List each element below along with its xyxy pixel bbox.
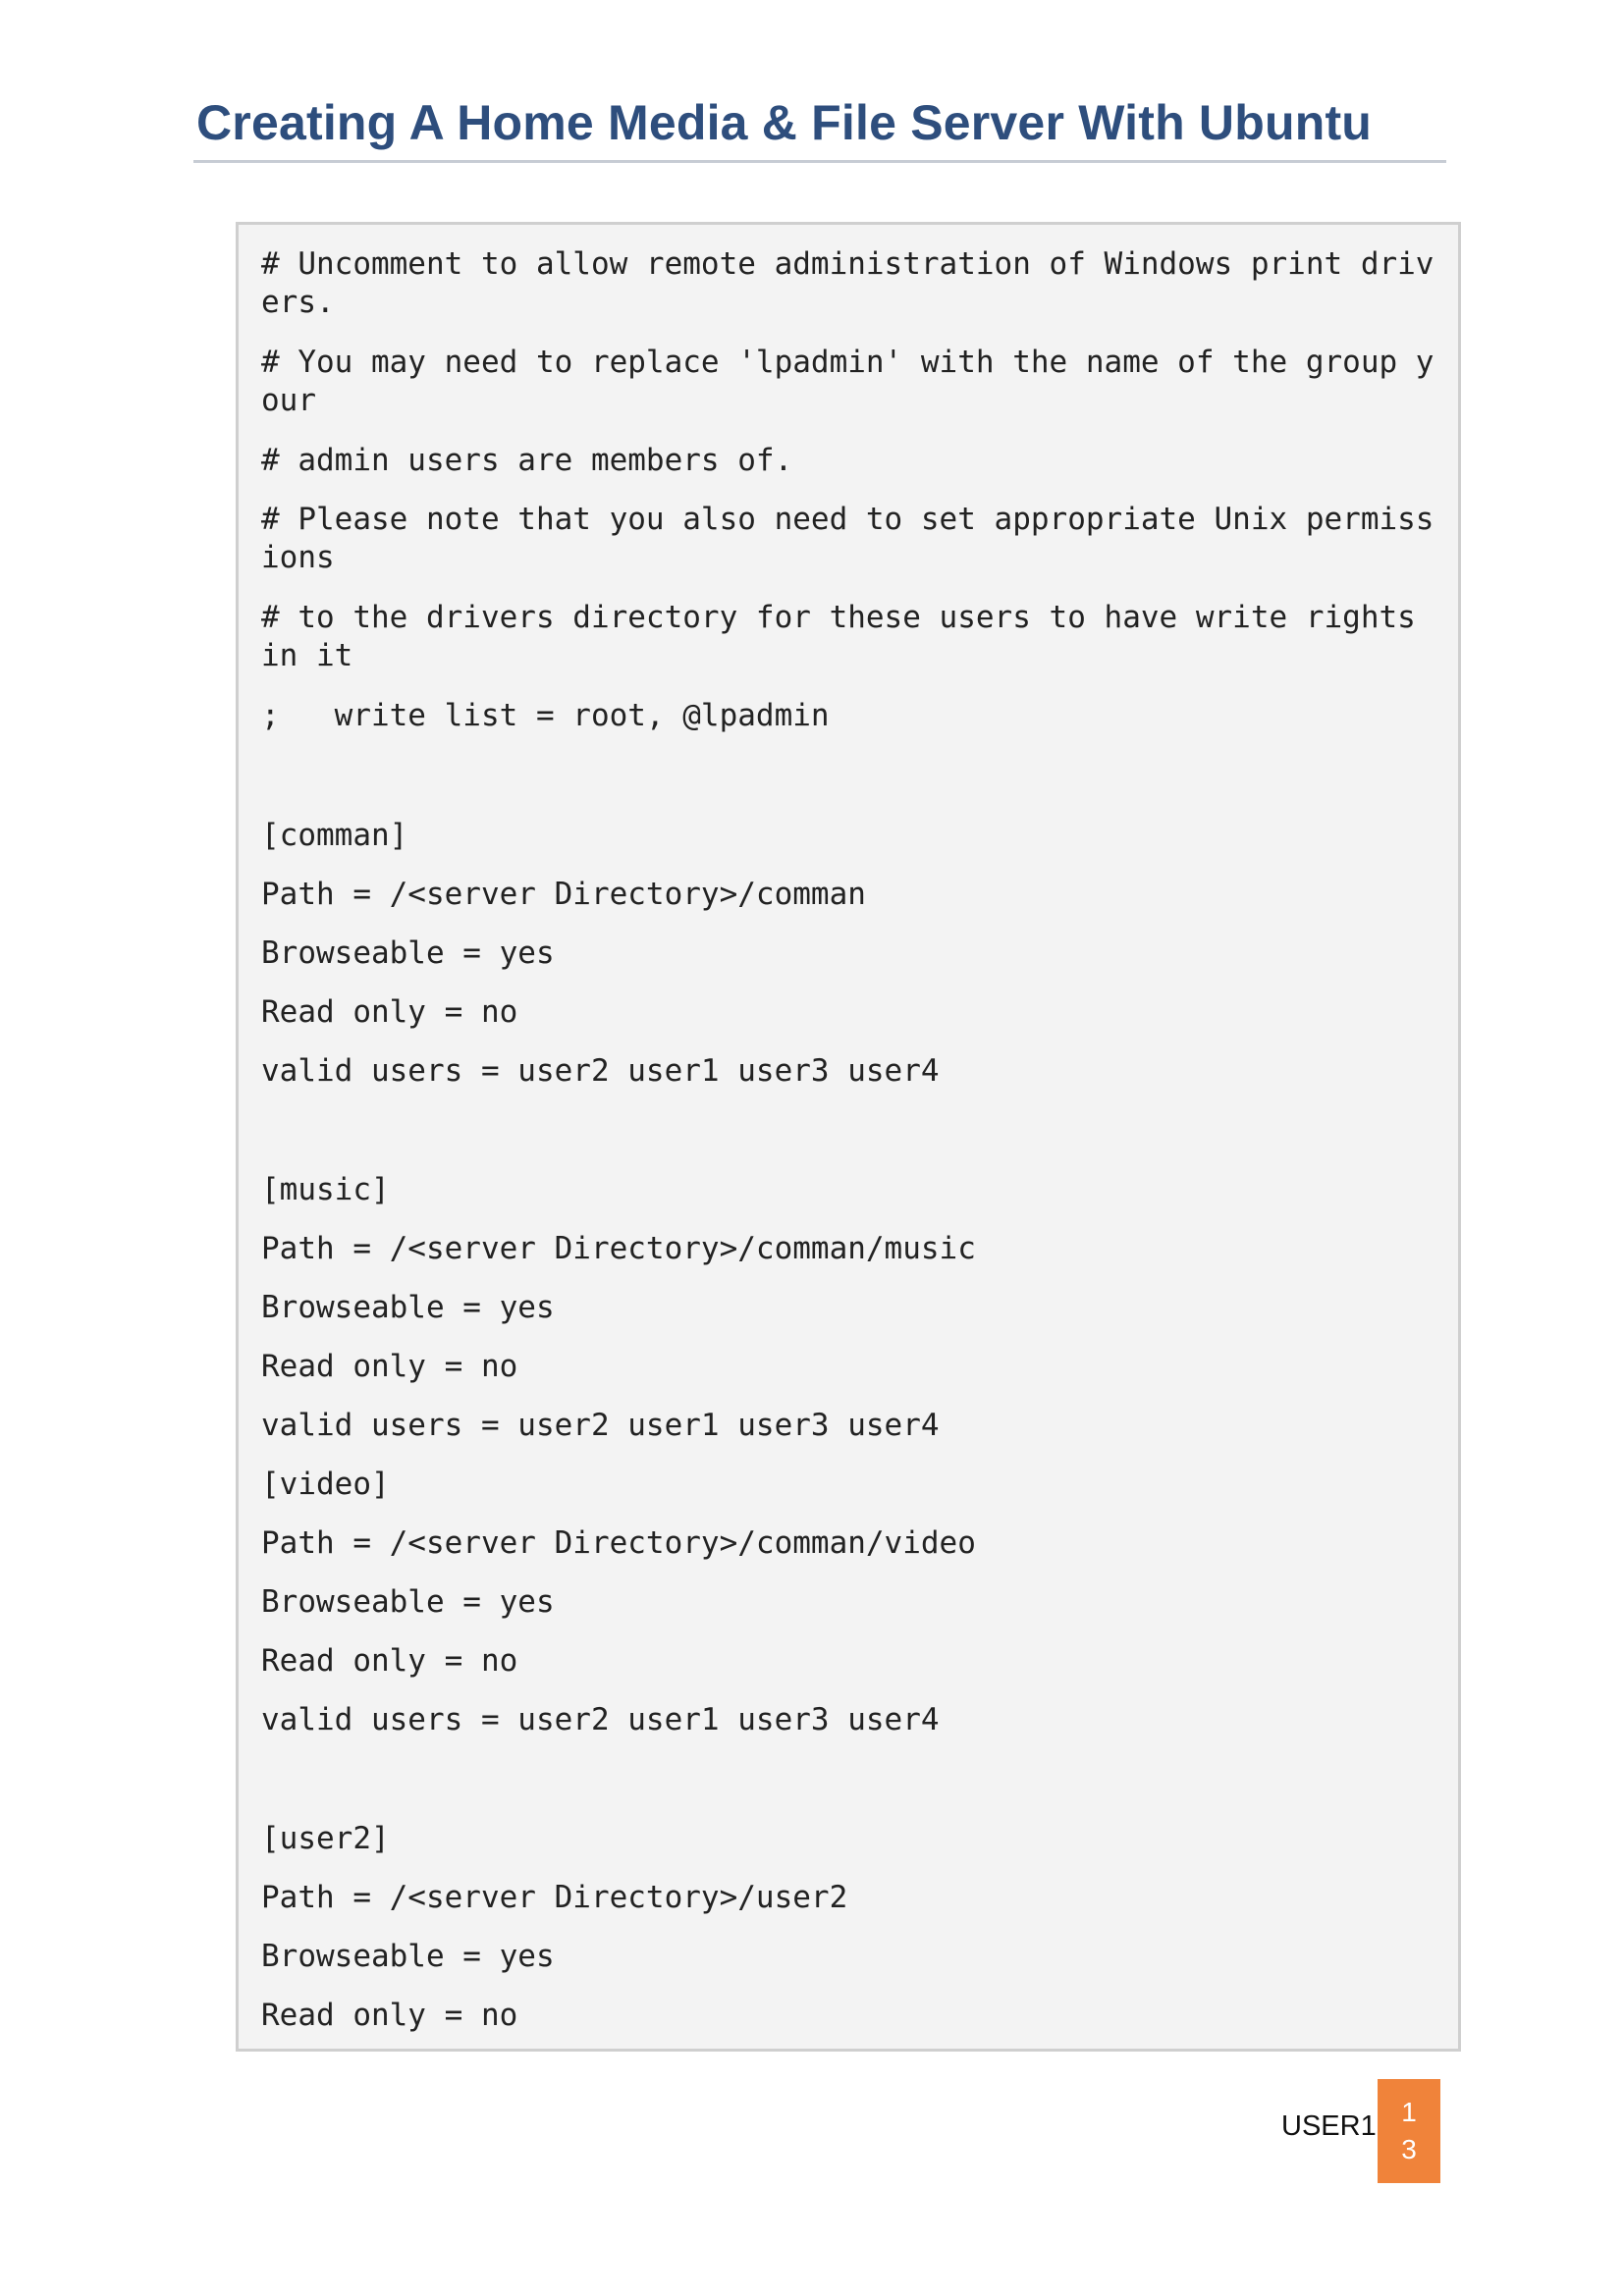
code-line: Read only = no (261, 1349, 518, 1384)
code-line: Path = /<server Directory>/comman (261, 877, 866, 912)
page-number-digit: 1 (1401, 2097, 1417, 2127)
title-divider (193, 160, 1446, 163)
code-line: # Please note that you also need to set appropriate Unix permissions (261, 502, 1435, 575)
code-line: Browseable = yes (261, 1290, 555, 1325)
code-line: valid users = user2 user1 user3 user4 (261, 1408, 940, 1443)
page-number-badge (1378, 2079, 1440, 2183)
code-line: Read only = no (261, 994, 518, 1030)
code-line: Path = /<server Directory>/comman/video (261, 1525, 976, 1561)
code-line: [video] (261, 1467, 390, 1502)
code-line: Browseable = yes (261, 935, 555, 971)
code-line: Browseable = yes (261, 1939, 555, 1974)
code-line: valid users = user2 user1 user3 user4 (261, 1053, 940, 1089)
code-line: [music] (261, 1172, 390, 1207)
code-line: # Uncomment to allow remote administration of Windows print drivers. (261, 246, 1435, 320)
code-line: # admin users are members of. (261, 443, 793, 478)
code-line: [comman] (261, 818, 408, 853)
code-line: Path = /<server Directory>/user2 (261, 1880, 848, 1915)
code-line: Read only = no (261, 1998, 518, 2033)
code-line: Path = /<server Directory>/comman/music (261, 1231, 976, 1266)
page-number-digit: 3 (1401, 2134, 1417, 2164)
footer-label: USER1 (1281, 2110, 1377, 2142)
code-line: valid users = user2 user1 user3 user4 (261, 1702, 940, 1737)
code-line: ; write list = root, @lpadmin (261, 698, 830, 733)
code-block (236, 222, 1461, 2052)
code-line: # to the drivers directory for these users to have write rights in it (261, 600, 1435, 673)
code-line: [user2] (261, 1821, 390, 1856)
code-line: Read only = no (261, 1643, 518, 1679)
page-title: Creating A Home Media & File Server With Ubuntu (196, 95, 1373, 150)
code-line: # You may need to replace 'lpadmin' with the name of the group your (261, 345, 1435, 418)
code-line: Browseable = yes (261, 1584, 555, 1620)
